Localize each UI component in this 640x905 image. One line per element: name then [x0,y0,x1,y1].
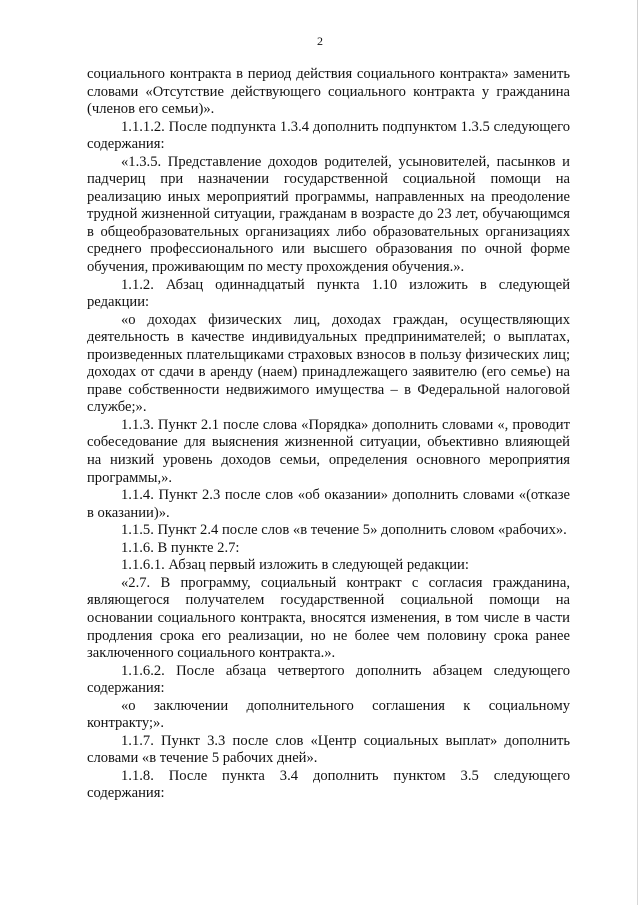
paragraph-1-1-6-1: 1.1.6.1. Абзац первый изложить в следующей редакции: [121,557,469,574]
paragraph-1-1-1-2: 1.1.1.2. После подпункта 1.3.4 дополнить подпунктом 1.3.5 следующего содержания: [87,118,570,153]
paragraph-1-1-6-2: 1.1.6.2. После абзаца четвертого дополнить абзацем следующего содержания: [87,662,570,697]
paragraph-1-1-4: 1.1.4. Пункт 2.3 после слов «об оказании» дополнить словами «(отказе в оказании)». [87,487,570,521]
paragraph-1-1-8: 1.1.8. После пункта 3.4 дополнить пунктом 3.5 следующего содержания: [87,767,570,802]
paragraph-1-1-6: 1.1.6. В пункте 2.7: [121,539,240,556]
paragraph-1-1-3: 1.1.3. Пункт 2.1 после слова «Порядка» дополнить словами «, проводит собеседование для выяснения жизненной ситуации, объективно влияющей на низкий уровень доходов семьи, определения основного мероприятия программы,». [87,416,570,486]
document-body [87,66,570,803]
scan-edge-line [637,0,638,905]
paragraph-1-1-7: 1.1.7. Пункт 3.3 после слов «Центр социальных выплат» дополнить словами «в течение 5 рабочих дней». [87,732,570,767]
paragraph-1-3-5-quote: «1.3.5. Представление доходов родителей, усыновителей, пасынков и падчериц при назначении государственной социальной помощи на реализацию иных мероприятий программы, направленных на преодоление трудной жизненной ситуации, гражданам в возрасте до 23 лет, обучающимся в общеобразовательных организациях либо образовательных организациях среднего профессионального или высшего образования по очной форме обучения, проживающим по месту прохождения обучения.». [87,153,570,276]
paragraph-income-quote: «о доходах физических лиц, доходах граждан, осуществляющих деятельность в качестве индивидуальных предпринимателей; о выплатах, произведенных плательщиками страховых взносов в пользу физических лиц; доходах от сдачи в аренду (наем) принадлежащего заявителю (его семье) на праве собственности недвижимого имущества – в Федеральной налоговой службе;». [87,311,570,416]
paragraph-1-1-2: 1.1.2. Абзац одиннадцатый пункта 1.10 изложить в следующей редакции: [87,276,570,311]
paragraph-1-1-5: 1.1.5. Пункт 2.4 после слов «в течение 5» дополнить словом «рабочих». [121,522,567,539]
paragraph-continuation: социального контракта в период действия социального контракта» заменить словами «Отсутствие действующего социального контракта у гражданина (членов его семьи)». [87,66,570,118]
page-number: 2 [317,34,323,48]
paragraph-2-7-quote: «2.7. В программу, социальный контракт с согласия гражданина, являющегося получателем государственной социальной помощи на основании социального контракта, вносятся изменения, в том числе в части продления срока его реализации, но не более чем половину срока ранее заключенного социального контракта.». [87,574,570,662]
paragraph-agreement-quote: «о заключении дополнительного соглашения к социальному контракту;». [87,697,570,732]
